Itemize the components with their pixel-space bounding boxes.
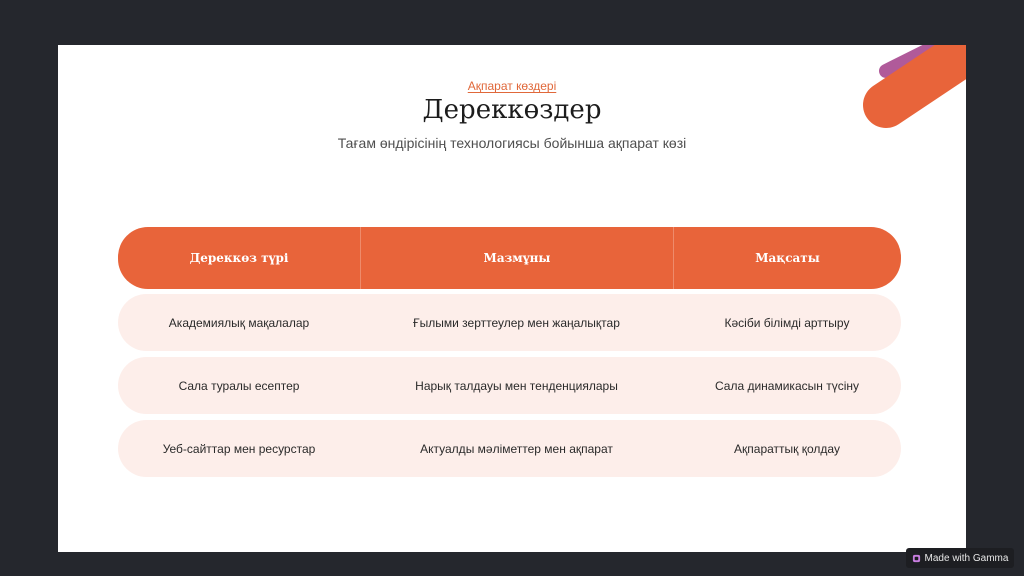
slide-subtitle: Тағам өндірісінің технологиясы бойынша ақпарат көзі bbox=[337, 135, 687, 151]
table-cell: Уеб-сайттар мен ресурстар bbox=[162, 441, 316, 456]
sources-table bbox=[118, 227, 901, 483]
gamma-logo-icon bbox=[912, 554, 921, 563]
table-cell: Ғылыми зерттеулер мен жаңалықтар bbox=[413, 315, 620, 330]
table-cell: Нарық талдауы мен тенденциялары bbox=[415, 378, 618, 393]
table-row bbox=[118, 357, 901, 414]
slide-title: Дереккөздер bbox=[422, 95, 602, 125]
header-content: Мазмұны bbox=[360, 227, 673, 289]
header-source-type: Дереккөз түрі bbox=[189, 251, 289, 265]
made-with-gamma-badge[interactable] bbox=[906, 548, 1014, 568]
badge-label: Made with Gamma bbox=[924, 552, 1009, 564]
section-kicker-link[interactable]: Ақпарат көздері bbox=[467, 79, 557, 93]
table-cell: Ақпараттық қолдау bbox=[734, 441, 840, 456]
table-cell: Сала динамикасын түсіну bbox=[714, 378, 859, 393]
table-cell: Сала туралы есептер bbox=[178, 378, 300, 393]
table-cell: Академиялық мақалалар bbox=[168, 315, 310, 330]
table-row bbox=[118, 294, 901, 351]
table-header-row bbox=[118, 227, 901, 289]
table-cell: Кәсіби білімді арттыру bbox=[724, 315, 850, 330]
table-cell: Актуалды мәліметтер мен ақпарат bbox=[420, 441, 613, 456]
presentation-slide bbox=[58, 45, 966, 552]
header-purpose: Мақсаты bbox=[673, 227, 901, 289]
table-row bbox=[118, 420, 901, 477]
